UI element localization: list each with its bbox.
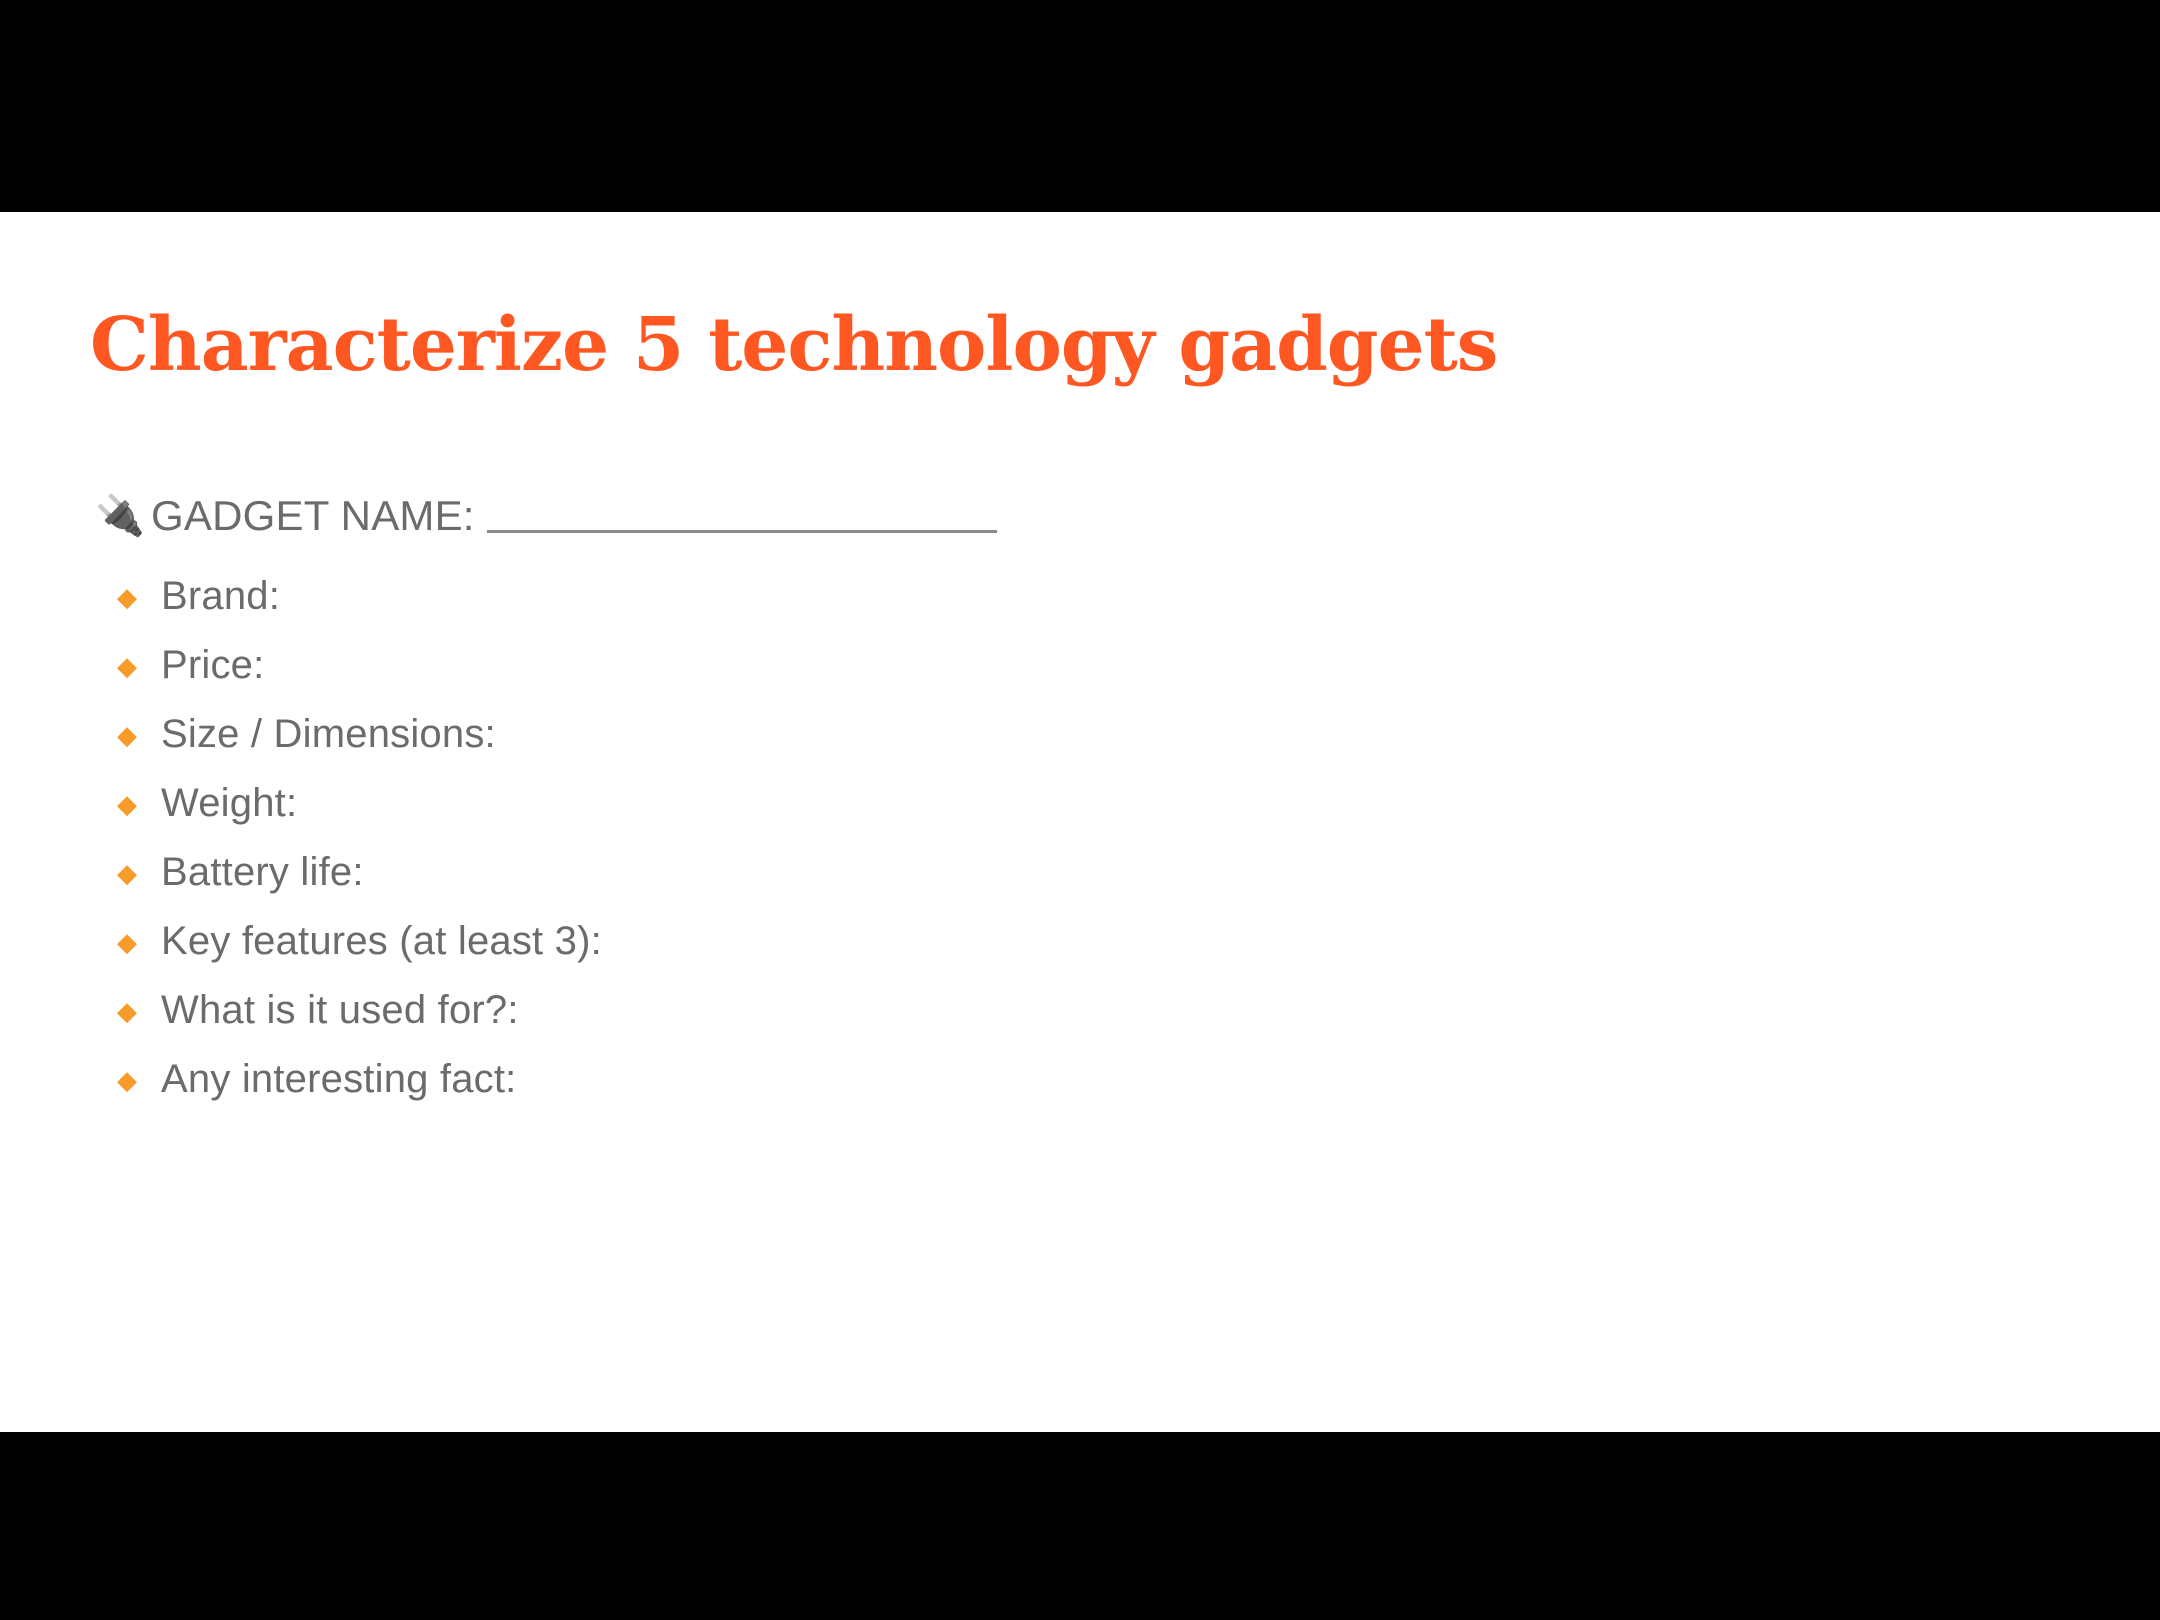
- gadget-name-text: GADGET NAME:: [151, 492, 475, 539]
- list-item: [95, 919, 1995, 964]
- list-item: [95, 1057, 1995, 1102]
- list-item-label: Key features (at least 3):: [161, 919, 602, 963]
- plug-icon: 🔌: [95, 494, 145, 538]
- diamond-bullet-icon: [117, 584, 161, 610]
- gadget-name-label: [151, 492, 997, 540]
- diamond-bullet-icon: [117, 1067, 161, 1093]
- list-item-label: Price:: [161, 643, 265, 687]
- letterbox-top: [0, 0, 2160, 212]
- list-item-label: Weight:: [161, 781, 298, 825]
- list-item: [95, 574, 1995, 619]
- list-item: [95, 781, 1995, 826]
- diamond-bullet-icon: [117, 860, 161, 886]
- diamond-bullet-icon: [117, 998, 161, 1024]
- list-item: [95, 988, 1995, 1033]
- list-item-gadget-name: [95, 492, 1995, 540]
- list-item: [95, 712, 1995, 757]
- list-item: [95, 850, 1995, 895]
- list-item-label: Any interesting fact:: [161, 1057, 517, 1101]
- diamond-bullet-icon: [117, 722, 161, 748]
- diamond-bullet-icon: [117, 791, 161, 817]
- gadget-name-blank: [487, 504, 997, 533]
- list-item-label: What is it used for?:: [161, 988, 519, 1032]
- diamond-bullet-icon: [117, 929, 161, 955]
- list-item-label: Size / Dimensions:: [161, 712, 496, 756]
- letterbox-bottom: [0, 1432, 2160, 1620]
- diamond-bullet-icon: [117, 653, 161, 679]
- gadget-checklist: [95, 492, 1995, 1126]
- list-item: [95, 643, 1995, 688]
- list-item-label: Battery life:: [161, 850, 364, 894]
- page-title: Characterize 5 technology gadgets: [90, 302, 1498, 388]
- list-item-label: Brand:: [161, 574, 281, 618]
- slide-canvas: [0, 212, 2160, 1432]
